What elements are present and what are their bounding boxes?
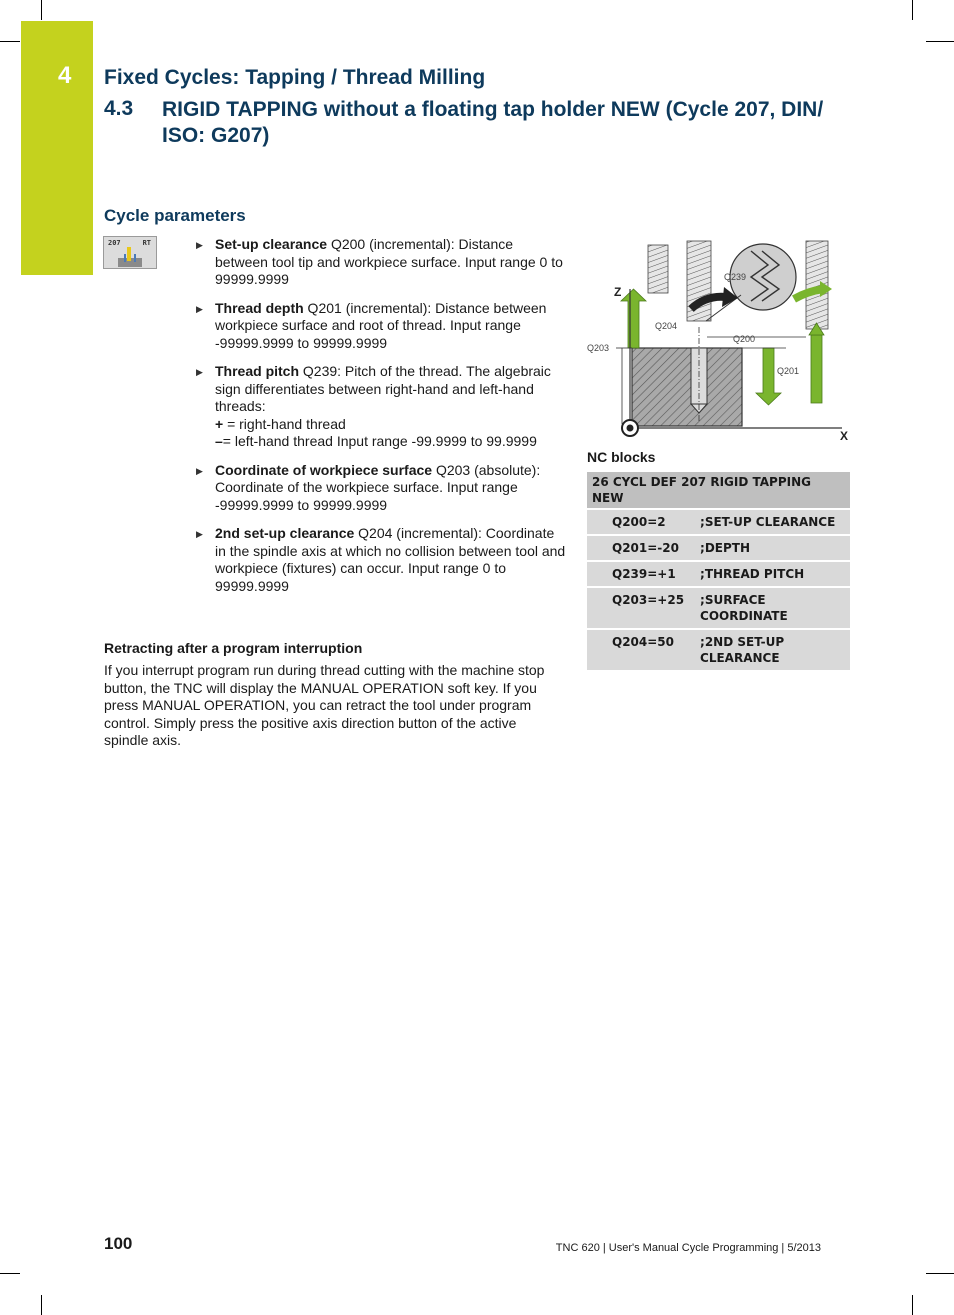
crop-mark bbox=[41, 0, 42, 20]
nc-blocks-table bbox=[587, 472, 850, 672]
z-axis-label: Z bbox=[614, 285, 622, 299]
table-row bbox=[587, 509, 850, 535]
param-desc: Q201 (incremental): Distance between workpiece surface and root of thread. Input range -99999.9999 to 99999.9999 bbox=[215, 299, 547, 351]
q239-label: Q239 bbox=[724, 272, 747, 282]
crop-mark bbox=[912, 0, 913, 20]
right-hand-text: = right-hand thread bbox=[223, 415, 346, 432]
param-name: Set-up clearance bbox=[215, 236, 328, 252]
nc-param: Q239=+1 bbox=[587, 561, 700, 587]
x-axis-label: X bbox=[840, 429, 849, 443]
arrow-q201 bbox=[756, 348, 781, 405]
left-hand-text: = left-hand thread Input range -99.9999 to 99.9999 bbox=[222, 433, 537, 449]
nc-param: Q200=2 bbox=[587, 509, 700, 535]
chapter-number: 4 bbox=[58, 62, 72, 89]
param-thread-pitch bbox=[196, 363, 566, 451]
tap-tool-1 bbox=[648, 245, 668, 293]
crop-mark bbox=[41, 1295, 42, 1315]
workpiece-block bbox=[632, 348, 742, 426]
param-name: Thread depth bbox=[215, 299, 304, 316]
cycle-207-softkey-icon bbox=[103, 236, 157, 269]
nc-header-row bbox=[587, 472, 850, 509]
arrow-q204 bbox=[621, 289, 646, 348]
table-row bbox=[587, 535, 850, 561]
q203-label: Q203 bbox=[587, 343, 610, 353]
bullet-arrow-icon: ▶ bbox=[196, 465, 203, 476]
q200-label: Q200 bbox=[733, 334, 756, 344]
nc-comment: ;THREAD PITCH bbox=[700, 561, 850, 587]
nc-param: Q204=50 bbox=[587, 629, 700, 671]
section-title: RIGID TAPPING without a floating tap holder NEW (Cycle 207, DIN/ ISO: G207) bbox=[162, 98, 824, 147]
nc-header-cell: 26 CYCL DEF 207 RIGID TAPPING NEW bbox=[587, 472, 850, 509]
nc-param: Q203=+25 bbox=[587, 587, 700, 629]
footer-doc-info: TNC 620 | User's Manual Cycle Programming | 5/2013 bbox=[555, 1242, 821, 1254]
param-workpiece-surface bbox=[196, 462, 566, 515]
tap-tool-icon bbox=[104, 237, 156, 268]
table-row bbox=[587, 587, 850, 629]
bullet-arrow-icon: ▶ bbox=[196, 367, 203, 377]
rigid-tapping-diagram bbox=[586, 237, 850, 445]
nc-blocks-heading: NC blocks bbox=[587, 449, 656, 465]
tap-tool-2 bbox=[687, 241, 711, 321]
bullet-arrow-icon: ▶ bbox=[196, 303, 203, 314]
page-number: 100 bbox=[104, 1234, 133, 1253]
crop-mark bbox=[0, 41, 20, 42]
crop-mark bbox=[912, 1295, 913, 1315]
chapter-title: Fixed Cycles: Tapping / Thread Milling bbox=[104, 66, 486, 89]
section-number: 4.3 bbox=[104, 97, 134, 120]
crop-mark bbox=[0, 1273, 20, 1274]
softkey-suffix: RT bbox=[142, 239, 151, 247]
param-desc: Q239: Pitch of the thread. The algebraic sign differentiates between right-hand and left-hand threads: bbox=[215, 363, 551, 414]
chapter-tab bbox=[21, 21, 93, 275]
nc-comment: ;2ND SET-UP CLEARANCE bbox=[700, 629, 850, 671]
param-desc: Q204 (incremental): Coordinate in the spindle axis at which no collision between tool and workpiece (fixtures) can occur. Input range 0 to 99999.9999 bbox=[215, 525, 566, 594]
crop-mark bbox=[926, 1273, 954, 1274]
nc-comment: ;SURFACE COORDINATE bbox=[700, 587, 850, 629]
q204-label: Q204 bbox=[655, 321, 678, 331]
retract-body: If you interrupt program run during thread cutting with the machine stop button, the TNC will display the MANUAL OPERATION soft key. If you press MANUAL OPERATION, you can retract the tool under program control. Simply press the positive axis direction button of the active spindle axis. bbox=[104, 662, 545, 748]
parameter-list bbox=[196, 236, 566, 606]
param-name: Coordinate of workpiece surface bbox=[215, 461, 433, 478]
nc-comment: ;SET-UP CLEARANCE bbox=[700, 509, 850, 535]
bullet-arrow-icon: ▶ bbox=[196, 240, 203, 250]
nc-comment: ;DEPTH bbox=[700, 535, 850, 561]
param-desc: Q200 (incremental): Distance between tool tip and workpiece surface. Input range 0 to 99999.9999 bbox=[215, 236, 563, 287]
retract-heading: Retracting after a program interruption bbox=[104, 640, 363, 656]
bullet-arrow-icon: ▶ bbox=[196, 529, 203, 539]
q201-label: Q201 bbox=[777, 366, 800, 376]
param-setup-clearance bbox=[196, 236, 566, 289]
param-desc: Q203 (absolute): Coordinate of the workpiece surface. Input range -99999.9999 to 99999.9999 bbox=[215, 461, 541, 513]
table-row bbox=[587, 629, 850, 671]
plus-symbol: + bbox=[215, 415, 224, 432]
param-thread-depth bbox=[196, 300, 566, 353]
softkey-number: 207 bbox=[108, 239, 121, 247]
cycle-parameters-heading: Cycle parameters bbox=[104, 206, 246, 225]
param-name: 2nd set-up clearance bbox=[215, 525, 355, 541]
arrow-retract-bar bbox=[811, 335, 822, 403]
nc-param: Q201=-20 bbox=[587, 535, 700, 561]
minus-symbol: – bbox=[215, 433, 223, 449]
param-name: Thread pitch bbox=[215, 363, 300, 379]
crop-mark bbox=[926, 41, 954, 42]
param-2nd-setup-clearance bbox=[196, 525, 566, 595]
table-row bbox=[587, 561, 850, 587]
